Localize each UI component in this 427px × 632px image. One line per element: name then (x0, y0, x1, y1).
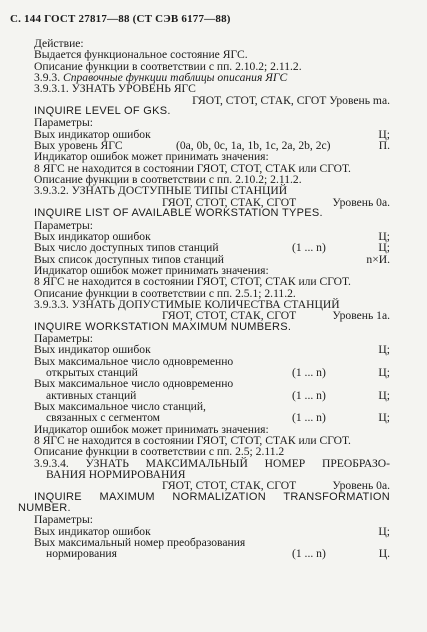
parameters-label: Параметры: (34, 116, 93, 130)
function-english-name: INQUIRE LIST OF AVAILABLE WORKSTATION TYPES. (34, 207, 323, 220)
parameter-row: Вых максимальный номер преобразования (34, 536, 246, 550)
document-body (18, 37, 390, 561)
parameter-row: Вых число доступных типов станций (1 ... n) Ц; (34, 241, 390, 255)
parameter-row: Вых максимальное число одновременно (34, 377, 234, 391)
function-title: 3.9.3.2. УЗНАТЬ ДОСТУПНЫЕ ТИПЫ СТАНЦИЙ (34, 184, 288, 198)
text-line: Действие: (34, 37, 84, 50)
text-line: Описание функции в соответствии с пп. 2.10.2; 2.11.2. (34, 173, 302, 187)
section-number: 3.9.3. (34, 71, 63, 85)
function-states-level: ГЯОТ, СТОТ, СТАК, СГОТ Уровень 0a. (162, 195, 390, 209)
parameter-row: нормирования (1 ... n) Ц. (46, 547, 390, 561)
parameter-row: Вых уровень ЯГС (0a, 0b, 0c, 1a, 1b, 1c, 2a, 2b, 2c) П. (34, 139, 390, 153)
text-line: Индикатор ошибок может принимать значения: (34, 150, 269, 164)
section-title: Справочные функции таблицы описания ЯГС (62, 71, 288, 85)
error-line: 8 ЯГС не находится в состоянии ГЯОТ, СТОТ, СТАК или СГОТ. (34, 434, 351, 448)
parameter-row: Вых индикатор ошибок Ц; (34, 229, 390, 243)
error-line: 8 ЯГС не находится в состоянии ГЯОТ, СТОТ, СТАК или СГОТ. (34, 275, 351, 289)
parameter-row: Вых индикатор ошибок Ц; (34, 127, 390, 141)
error-line: 8 ЯГС не находится в состоянии ГЯОТ, СТОТ, СТАК или СГОТ. (34, 161, 351, 175)
parameter-row: открытых станций (1 ... n) Ц; (46, 365, 390, 379)
parameter-row: связанных с сегментом (1 ... n) Ц; (46, 411, 390, 425)
parameter-row: Вых максимальное число одновременно (34, 354, 234, 368)
function-english-name-cont: NUMBER. (18, 502, 71, 515)
text-line: Индикатор ошибок может принимать значения: (34, 422, 269, 436)
parameters-label: Параметры: (34, 331, 93, 345)
function-english-name: INQUIRE WORKSTATION MAXIMUM NUMBERS. (34, 320, 292, 333)
function-english-name: INQUIRE LEVEL OF GKS. (34, 105, 171, 118)
parameter-row: Вых максимальное число станций, (34, 400, 206, 413)
parameter-row: активных станций (1 ... n) Ц; (46, 388, 390, 402)
function-title: 3.9.3.1. УЗНАТЬ УРОВЕНЬ ЯГС (34, 82, 196, 96)
parameters-label: Параметры: (34, 513, 93, 527)
text-line: Описание функции в соответствии с пп. 2.5; 2.11.2 (34, 445, 285, 459)
text-line: Выдается функциональное состояние ЯГС. (34, 48, 248, 62)
text-line: Индикатор ошибок может принимать значения: (34, 263, 269, 277)
page-header: С. 144 ГОСТ 27817—88 (СТ СЭВ 6177—88) (10, 13, 231, 25)
function-states-level: ГЯОТ, СТОТ, СТАК, СГОТ Уровень ma. (192, 93, 390, 107)
function-states-level: ГЯОТ, СТОТ, СТАК, СГОТ Уровень 0a. (162, 479, 390, 493)
parameter-row: Вых список доступных типов станций n×И. (34, 252, 390, 266)
parameter-row: Вых индикатор ошибок Ц; (34, 343, 390, 357)
text-line: Описание функции в соответствии с пп. 2.10.2; 2.11.2. (34, 59, 302, 73)
text-line: Описание функции в соответствии с пп. 2.5.1; 2.11.2. (34, 286, 296, 300)
function-english-name: INQUIRE MAXIMUM NORMALIZATION TRANSFORMATION (34, 490, 390, 503)
function-title-cont: ВАНИЯ НОРМИРОВАНИЯ (46, 468, 186, 482)
function-title: 3.9.3.3. УЗНАТЬ ДОПУСТИМЫЕ КОЛИЧЕСТВА СТАНЦИЙ (34, 297, 340, 311)
parameters-label: Параметры: (34, 218, 93, 232)
parameter-row: Вых индикатор ошибок Ц; (34, 524, 390, 538)
function-title: 3.9.3.4. УЗНАТЬ МАКСИМАЛЬНЫЙ НОМЕР ПРЕОБРАЗО- (34, 456, 390, 470)
function-states-level: ГЯОТ, СТОТ, СТАК, СГОТ Уровень 1a. (162, 309, 390, 323)
